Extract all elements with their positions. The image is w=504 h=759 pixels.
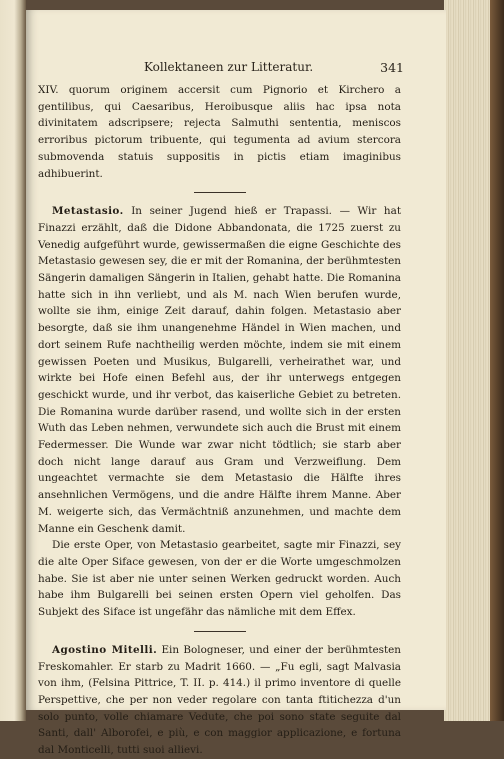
- entry-metastasio-continued: Die erste Oper, von Metastasio gearbeitet, sagte mir Finazzi, sey die alte Oper Siface gewesen, von der er die Worte umgeschmolzen habe. Sie ist aber nie unter seinen Werken gedruckt worden. Auch habe ihm Bulgarelli bei seinen ersten Opern viel geholfen. Das Subjekt des Siface ist ungefähr das nämliche mit dem Effex.: [38, 539, 401, 619]
- running-title: Kollektaneen zur Litteratur.: [144, 60, 314, 74]
- entry-term: Agostino Mitelli.: [52, 643, 158, 656]
- entry-term: Metastasio.: [52, 205, 124, 218]
- page-header: [44, 60, 404, 80]
- page-body: [38, 82, 401, 759]
- entry-text: Ein Bologneser, und einer der berühmtesten Freskomahler. Er starb zu Madrit 1660. — „Fu egli, sagt Malvasia von ihm, (Felsina Pittrice, T. II. p. 414.) il primo inventore di quelle Perspettive, che per non veder regolare con tanta ftitichezza d'un solo punto, volle chiamare Vedute, che poi sono state seguite dal Santi, dall' Alborofei, e più, e con maggior applicazione, e fortuna dal Monticelli, tutti suoi allievi.: [38, 643, 401, 757]
- entry-metastasio: [38, 203, 401, 537]
- entry-text: In seiner Jugend hieß er Trapassi. — Wir hat Finazzi erzählt, daß die Didone Abbandonata, die 1725 zuerst zu Venedig aufgeführt wurde, gewissermaßen die eigne Geschichte des Metastasio gewesen sey, die er mit der Romanina, der berühmtesten Sängerin damaligen Sängerin in Italien, gehabt hatte. Die Romanina hatte sich in ihn verliebt, und als M. nach Wien berufen wurde, wollte sie ihm, einige Zeit darauf, dahin folgen. Metastasio aber besorgte, daß sie ihm unangenehme Händel in Wien machen, und dort seinem Rufe nachtheilig werden möchte, indem sie mit einem gewissen Poeten und Musikus, Bulgarelli, verheirathet war, und wirkte bei Hofe einen Befehl aus, der ihr unterwegs entgegen geschickt wurde, und ihr verbot, das kaiserliche Gebiet zu betreten. Die Romanina wurde darüber rasend, und wollte sich in der ersten Wuth das Leben nehmen, verwundete sich auch die Brust mit einem Federmesser. Die Wunde war zwar nicht tödtlich; sie starb aber doch nicht lange darauf aus Gram und Verzweiflung. Dem ungeachtet vermachte sie dem Metastasio die Hälfte ihres ansehnlichen Vermögens, und die andre Hälfte ihrem Manne. Aber M. weigerte sich, das Vermächtniß anzunehmen, und machte dem Manne ein Geschenk damit.: [38, 205, 401, 535]
- page-number: 341: [380, 60, 404, 75]
- section-divider: [194, 192, 246, 193]
- page-stack-edge: [444, 0, 504, 721]
- section-divider: [194, 631, 246, 632]
- latin-paragraph: XIV. quorum originem accersit cum Pignorio et Kirchero a gentilibus, qui Caesaribus, Heroibusque aliis hac ipsa nota divinitatem adscripsere; rejecta Salmuthi sententia, meniscos erroribus pictorum tribuente, qui tegumenta ad avium stercora submovenda statuis suppositis in pictis etiam imaginibus adhibuerint.: [38, 84, 401, 180]
- left-page-edge: [0, 0, 26, 721]
- entry-mitelli: [38, 642, 401, 759]
